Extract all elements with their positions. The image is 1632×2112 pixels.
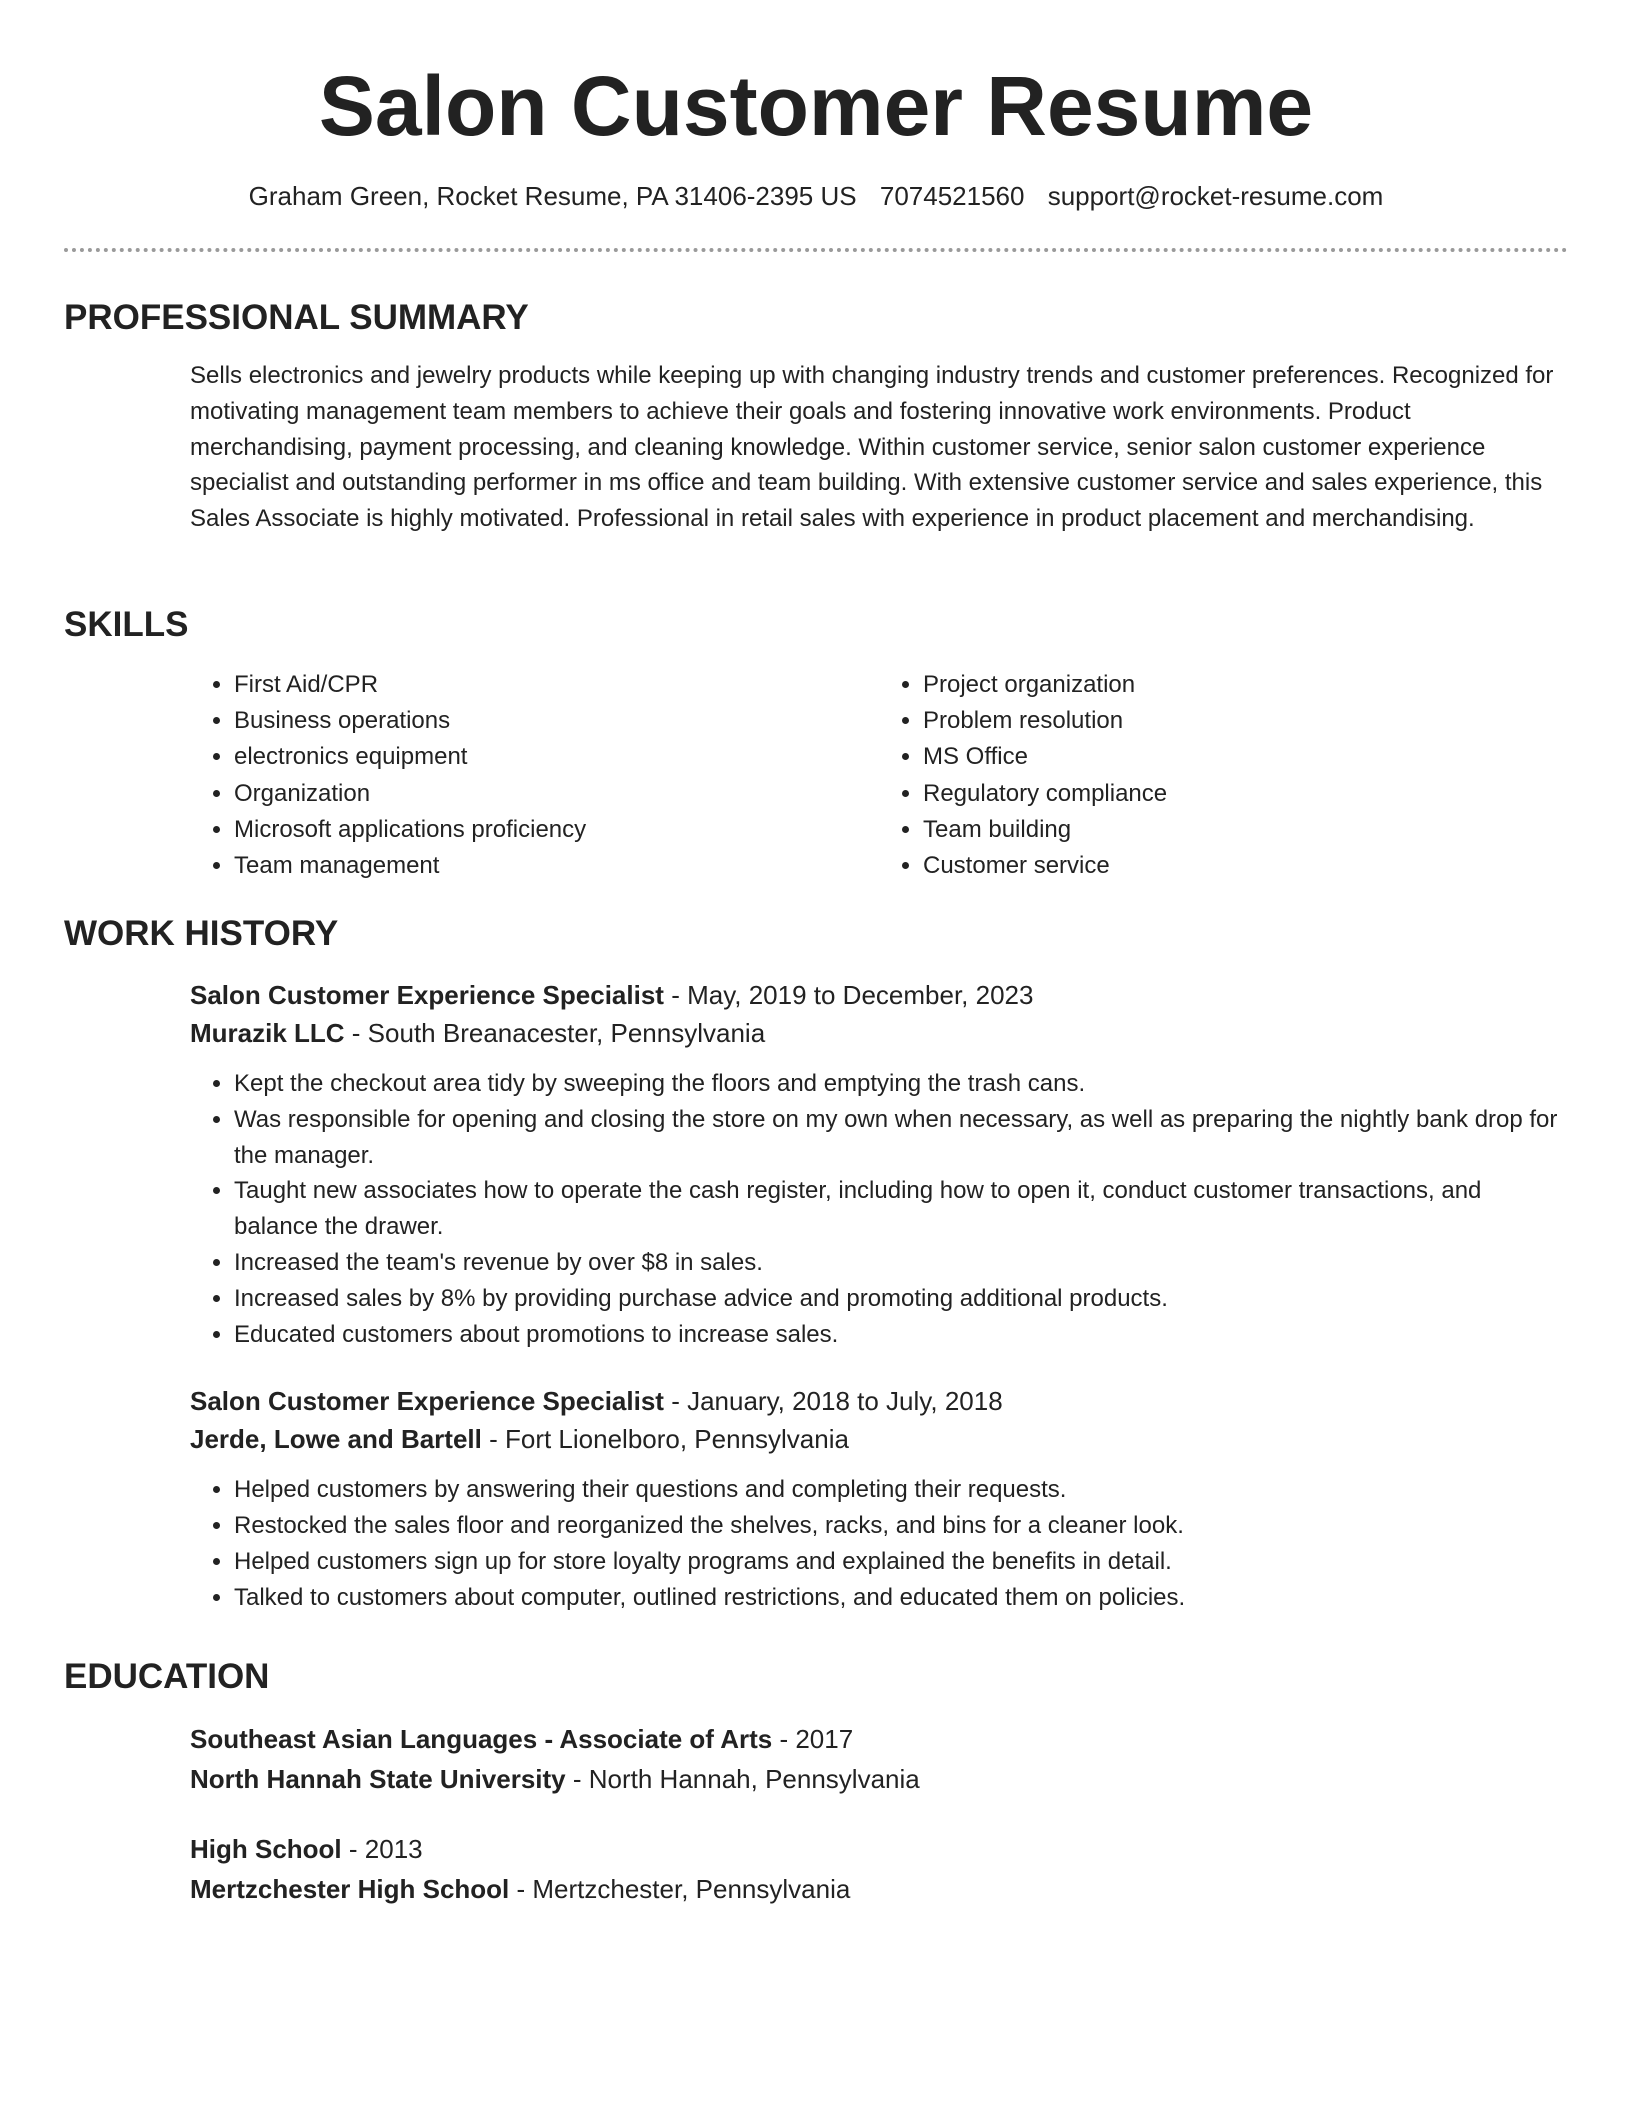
skill-item: • First Aid/CPR: [234, 667, 879, 703]
job-bullet: • Educated customers about promotions to increase sales.: [234, 1317, 1568, 1353]
skill-item: • Customer service: [923, 848, 1568, 884]
job-bullet: • Talked to customers about computer, outlined restrictions, and educated them on policies.: [234, 1580, 1568, 1616]
job-company-line: [64, 1420, 1568, 1458]
education-heading: EDUCATION: [64, 1657, 270, 1696]
job-bullet: • Was responsible for opening and closing the store on my own when necessary, as well as preparing the nightly bank drop for the manager.: [234, 1102, 1568, 1174]
education-degree-line: [64, 1719, 1568, 1759]
job-location: - Fort Lionelboro, Pennsylvania: [481, 1424, 849, 1455]
work-section: [64, 912, 1568, 1616]
skill-item: • Problem resolution: [923, 703, 1568, 739]
skill-item: • electronics equipment: [234, 739, 879, 775]
education-entry: [64, 1719, 1568, 1799]
skill-item: • Project organization: [923, 667, 1568, 703]
skill-item: • Microsoft applications proficiency: [234, 812, 879, 848]
skills-heading: SKILLS: [64, 605, 189, 644]
education-entry: [64, 1829, 1568, 1909]
contact-email: support@rocket-resume.com: [1047, 181, 1384, 211]
education-section: [64, 1655, 1568, 1909]
job-bullet: • Helped customers by answering their questions and completing their requests.: [234, 1472, 1568, 1508]
skills-list-right: [879, 667, 1568, 884]
education-school-line: [64, 1869, 1568, 1909]
job-title: Salon Customer Experience Specialist: [190, 980, 664, 1010]
skill-item: • Team management: [234, 848, 879, 884]
skills-section: [64, 603, 1568, 884]
skill-item: • Regulatory compliance: [923, 776, 1568, 812]
job-company-line: [64, 1014, 1568, 1052]
education-year: - 2017: [772, 1724, 854, 1754]
contact-line: [64, 178, 1568, 214]
job-bullets: [64, 1472, 1568, 1615]
header-divider: [64, 248, 1568, 252]
job-location: - South Breanacester, Pennsylvania: [344, 1018, 766, 1048]
job-dates: - May, 2019 to December, 2023: [663, 980, 1034, 1010]
job-title-line: [64, 976, 1568, 1014]
job-entry: [64, 1382, 1568, 1615]
education-year: - 2013: [341, 1834, 423, 1864]
contact-address: Graham Green, Rocket Resume, PA 31406-2395 US: [248, 181, 857, 211]
job-company: Jerde, Lowe and Bartell: [190, 1424, 482, 1455]
education-location: - Mertzchester, Pennsylvania: [509, 1874, 851, 1904]
skill-item: • MS Office: [923, 739, 1568, 775]
education-degree-line: [64, 1829, 1568, 1869]
education-degree: High School: [190, 1834, 342, 1864]
job-bullet: • Increased sales by 8% by providing purchase advice and promoting additional products.: [234, 1281, 1568, 1317]
education-degree: Southeast Asian Languages - Associate of Arts: [190, 1724, 773, 1754]
job-entry: [64, 976, 1568, 1352]
summary-section: [64, 296, 1568, 537]
job-bullet: • Restocked the sales floor and reorganized the shelves, racks, and bins for a cleaner look.: [234, 1508, 1568, 1544]
job-company: Murazik LLC: [190, 1018, 345, 1048]
resume-title: Salon Customer Resume: [318, 59, 1314, 153]
education-location: - North Hannah, Pennsylvania: [565, 1764, 920, 1794]
job-bullet: • Helped customers sign up for store loyalty programs and explained the benefits in detail.: [234, 1544, 1568, 1580]
skill-item: • Business operations: [234, 703, 879, 739]
summary-text: Sells electronics and jewelry products while keeping up with changing industry trends and customer preferences. Recognized for motivating management team members to achieve their goals and fostering innovative work environments. Product merchandising, payment processing, and cleaning knowledge. Within customer service, senior salon customer experience specialist and outstanding performer in ms office and team building. With extensive customer service and sales experience, this Sales Associate is highly motivated. Professional in retail sales with experience in product placement and merchandising.: [190, 362, 1554, 533]
skills-list-left: [190, 667, 879, 884]
education-school: North Hannah State University: [190, 1764, 566, 1794]
contact-phone: 7074521560: [879, 181, 1025, 211]
summary-heading: PROFESSIONAL SUMMARY: [64, 298, 529, 337]
education-school: Mertzchester High School: [190, 1874, 510, 1904]
job-bullet: • Increased the team's revenue by over $8 in sales.: [234, 1245, 1568, 1281]
work-heading: WORK HISTORY: [64, 914, 339, 953]
job-bullet: • Kept the checkout area tidy by sweeping the floors and emptying the trash cans.: [234, 1066, 1568, 1102]
skill-item: • Team building: [923, 812, 1568, 848]
job-title: Salon Customer Experience Specialist: [190, 1386, 664, 1417]
skill-item: • Organization: [234, 776, 879, 812]
skills-columns: [64, 667, 1568, 884]
job-bullets: [64, 1066, 1568, 1352]
education-school-line: [64, 1759, 1568, 1799]
job-bullet: • Taught new associates how to operate the cash register, including how to open it, conduct customer transactions, and balance the drawer.: [234, 1173, 1568, 1245]
job-title-line: [64, 1382, 1568, 1420]
job-dates: - January, 2018 to July, 2018: [663, 1386, 1003, 1417]
